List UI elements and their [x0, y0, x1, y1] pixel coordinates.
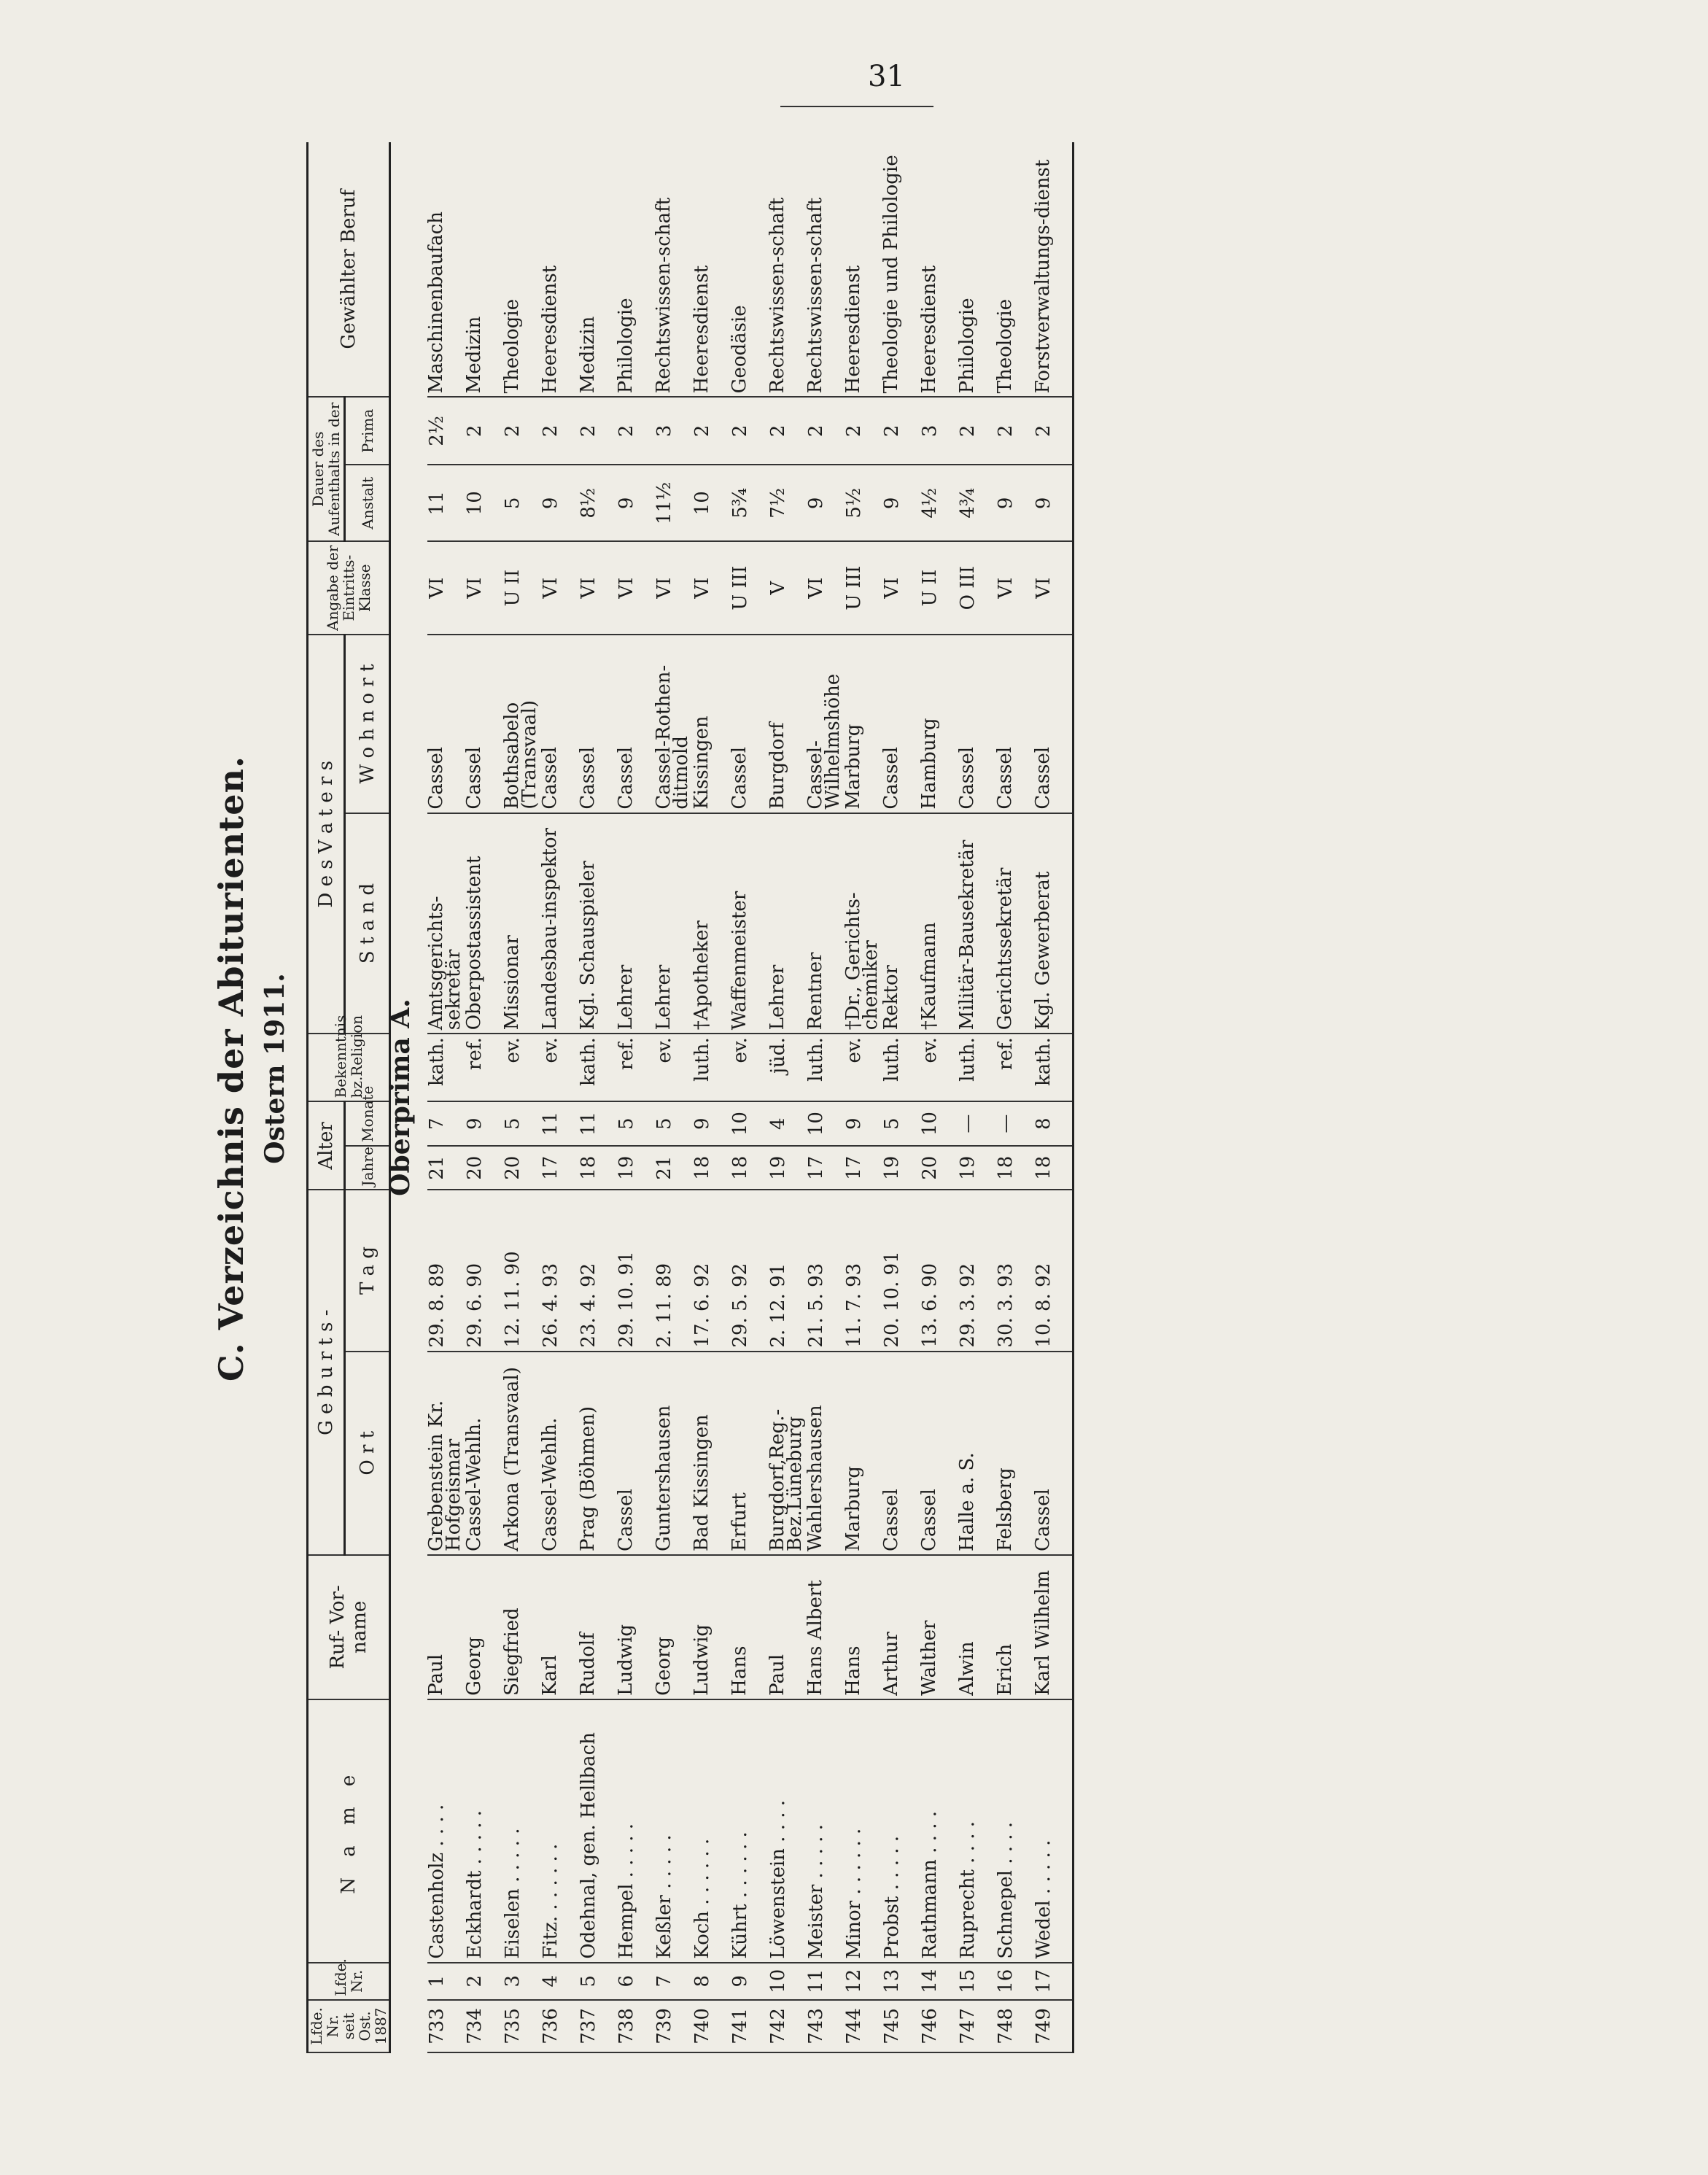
cell-geburtstag: 12. 11. 90 [503, 1190, 541, 1351]
cell-beruf: Medizin [579, 142, 617, 397]
cell-monate: 11 [579, 1101, 617, 1146]
cell-monate: — [996, 1101, 1034, 1146]
cell-vorname: Ludwig [693, 1555, 731, 1699]
cell-jahre: 20 [465, 1146, 503, 1190]
cell-monate: 5 [617, 1101, 655, 1146]
cell-nr: 14 [920, 1963, 958, 2000]
cell-nr: 12 [845, 1963, 882, 2000]
cell-name: Eiselen . . . . . [503, 1699, 541, 1963]
cell-name: Meister . . . . . [807, 1699, 845, 1963]
cell-klasse: VI [617, 541, 655, 635]
cell-beruf: Heeresdienst [693, 142, 731, 397]
cell-geburtstag: 29. 6. 90 [465, 1190, 503, 1351]
cell-geburtsort: Cassel-Wehlh. [541, 1352, 579, 1555]
table-row [579, 142, 617, 2052]
cell-bekenntnis: ev. [541, 1034, 579, 1101]
cell-nr-seit: 738 [617, 2000, 655, 2052]
cell-nr-seit: 739 [655, 2000, 693, 2052]
cell-klasse: V [769, 541, 807, 635]
cell-nr-seit: 734 [465, 2000, 503, 2052]
table-row [503, 142, 541, 2052]
cell-anstalt: 9 [996, 465, 1034, 541]
cell-geburtsort: Halle a. S. [958, 1352, 996, 1555]
cell-anstalt: 9 [541, 465, 579, 541]
cell-name: Fitz. . . . . . . [541, 1699, 579, 1963]
cell-vorname: Hans [731, 1555, 769, 1699]
cell-geburtsort: Prag (Böhmen) [579, 1352, 617, 1555]
cell-wohnort: Cassel [579, 635, 617, 813]
cell-vorname: Paul [427, 1555, 465, 1699]
cell-jahre: 19 [617, 1146, 655, 1190]
cell-jahre: 20 [503, 1146, 541, 1190]
cell-geburtstag: 29. 3. 92 [958, 1190, 996, 1351]
cell-name: Kührt . . . . . . [731, 1699, 769, 1963]
cell-geburtstag: 30. 3. 93 [996, 1190, 1034, 1351]
cell-prima: 2 [541, 397, 579, 465]
cell-nr-seit: 744 [845, 2000, 882, 2052]
cell-prima: 2 [731, 397, 769, 465]
cell-geburtstag: 2. 11. 89 [655, 1190, 693, 1351]
cell-vorname: Walther [920, 1555, 958, 1699]
cell-geburtstag: 17. 6. 92 [693, 1190, 731, 1351]
cell-geburtstag: 11. 7. 93 [845, 1190, 882, 1351]
cell-stand: Landesbau-inspektor [541, 813, 579, 1034]
cell-anstalt: 4¾ [958, 465, 996, 541]
cell-jahre: 19 [882, 1146, 920, 1190]
cell-geburtsort: Marburg [845, 1352, 882, 1555]
cell-geburtsort: Bad Kissingen [693, 1352, 731, 1555]
cell-klasse: VI [655, 541, 693, 635]
cell-klasse: VI [693, 541, 731, 635]
cell-geburtstag: 29. 10. 91 [617, 1190, 655, 1351]
cell-monate: 9 [693, 1101, 731, 1146]
cell-prima: 3 [655, 397, 693, 465]
header-bekenntnis: Bekenntnis bz.Religion [308, 1034, 390, 1101]
cell-nr-seit: 733 [427, 2000, 465, 2052]
cell-prima: 2½ [427, 397, 465, 465]
cell-nr: 9 [731, 1963, 769, 2000]
cell-anstalt: 9 [807, 465, 845, 541]
cell-name: Koch . . . . . . [693, 1699, 731, 1963]
cell-wohnort: Burgdorf [769, 635, 807, 813]
cell-prima: 2 [503, 397, 541, 465]
cell-vorname: Hans [845, 1555, 882, 1699]
cell-stand: Oberpostassistent [465, 813, 503, 1034]
cell-beruf: Maschinenbaufach [427, 142, 465, 397]
cell-vorname: Karl [541, 1555, 579, 1699]
abiturienten-table [306, 142, 1074, 2053]
cell-vorname: Georg [655, 1555, 693, 1699]
cell-bekenntnis: ev. [503, 1034, 541, 1101]
cell-beruf: Theologie und Philologie [882, 142, 920, 397]
cell-stand: Militär-Bausekretär [958, 813, 996, 1034]
table-row [1034, 142, 1074, 2052]
cell-prima: 3 [920, 397, 958, 465]
cell-nr-seit: 743 [807, 2000, 845, 2052]
cell-jahre: 18 [731, 1146, 769, 1190]
cell-jahre: 17 [541, 1146, 579, 1190]
cell-klasse: VI [541, 541, 579, 635]
cell-monate: 5 [882, 1101, 920, 1146]
page-subtitle: Ostern 1911. [260, 973, 290, 1164]
cell-jahre: 21 [655, 1146, 693, 1190]
cell-anstalt: 7½ [769, 465, 807, 541]
cell-name: Löwenstein . . . . [769, 1699, 807, 1963]
cell-monate: 4 [769, 1101, 807, 1146]
cell-vorname: Paul [769, 1555, 807, 1699]
cell-wohnort: Cassel [882, 635, 920, 813]
cell-bekenntnis: luth. [693, 1034, 731, 1101]
cell-vorname: Erich [996, 1555, 1034, 1699]
cell-nr-seit: 742 [769, 2000, 807, 2052]
cell-geburtstag: 2. 12. 91 [769, 1190, 807, 1351]
cell-nr: 11 [807, 1963, 845, 2000]
cell-nr-seit: 747 [958, 2000, 996, 2052]
table-row [958, 142, 996, 2052]
cell-beruf: Rechtswissen-schaft [655, 142, 693, 397]
header-eintritt: Angabe der Eintritts- Klasse [308, 541, 390, 635]
cell-wohnort: Cassel [731, 635, 769, 813]
page-number: 31 [868, 60, 905, 93]
cell-beruf: Theologie [996, 142, 1034, 397]
cell-beruf: Philologie [617, 142, 655, 397]
cell-monate: 9 [845, 1101, 882, 1146]
cell-geburtsort: Grebenstein Kr. Hofgeismar [427, 1352, 465, 1555]
cell-wohnort: Cassel [1034, 635, 1074, 813]
cell-name: Odehnal, gen. Hellbach [579, 1699, 617, 1963]
table-row [807, 142, 845, 2052]
cell-klasse: VI [465, 541, 503, 635]
header-alter: Alter [308, 1101, 345, 1190]
cell-nr-seit: 745 [882, 2000, 920, 2052]
cell-jahre: 17 [807, 1146, 845, 1190]
header-jahre: Jahre [345, 1146, 390, 1190]
cell-bekenntnis: ref. [465, 1034, 503, 1101]
cell-nr: 3 [503, 1963, 541, 2000]
page-number-rule [780, 106, 933, 107]
cell-anstalt: 10 [465, 465, 503, 541]
table-row [731, 142, 769, 2052]
table-row [769, 142, 807, 2052]
cell-wohnort: Cassel-Rothen-ditmold [655, 635, 693, 813]
cell-geburtsort: Burgdorf,Reg.-Bez.Lüneburg [769, 1352, 807, 1555]
cell-bekenntnis: ev. [845, 1034, 882, 1101]
cell-monate: 10 [920, 1101, 958, 1146]
cell-nr-seit: 741 [731, 2000, 769, 2052]
cell-stand: Kgl. Gewerberat [1034, 813, 1074, 1034]
cell-wohnort: Cassel [465, 635, 503, 813]
cell-bekenntnis: ev. [920, 1034, 958, 1101]
cell-stand: Waffenmeister [731, 813, 769, 1034]
cell-monate: 11 [541, 1101, 579, 1146]
cell-stand: Gerichtssekretär [996, 813, 1034, 1034]
cell-vorname: Hans Albert [807, 1555, 845, 1699]
cell-monate: — [958, 1101, 996, 1146]
cell-bekenntnis: ev. [655, 1034, 693, 1101]
cell-beruf: Philologie [958, 142, 996, 397]
cell-name: Hempel . . . . . [617, 1699, 655, 1963]
cell-jahre: 18 [1034, 1146, 1074, 1190]
cell-nr: 4 [541, 1963, 579, 2000]
cell-nr-seit: 748 [996, 2000, 1034, 2052]
cell-anstalt: 5 [503, 465, 541, 541]
cell-nr-seit: 740 [693, 2000, 731, 2052]
cell-nr: 17 [1034, 1963, 1074, 2000]
cell-nr: 2 [465, 1963, 503, 2000]
cell-beruf: Heeresdienst [920, 142, 958, 397]
cell-geburtstag: 29. 5. 92 [731, 1190, 769, 1351]
cell-nr: 10 [769, 1963, 807, 2000]
header-anstalt: Anstalt [345, 465, 390, 541]
cell-klasse: U II [503, 541, 541, 635]
table-row [617, 142, 655, 2052]
cell-geburtsort: Erfurt [731, 1352, 769, 1555]
cell-beruf: Geodäsie [731, 142, 769, 397]
cell-wohnort: Bothsabelo (Transvaal) [503, 635, 541, 813]
cell-monate: 5 [655, 1101, 693, 1146]
cell-geburtsort: Cassel [1034, 1352, 1074, 1555]
cell-stand: Rektor [882, 813, 920, 1034]
header-tag: T a g [345, 1190, 390, 1351]
table-row [996, 142, 1034, 2052]
cell-geburtsort: Cassel [920, 1352, 958, 1555]
table-row [920, 142, 958, 2052]
cell-wohnort: Cassel [541, 635, 579, 813]
cell-nr: 5 [579, 1963, 617, 2000]
cell-jahre: 18 [996, 1146, 1034, 1190]
cell-name: Rathmann . . . . [920, 1699, 958, 1963]
cell-geburtstag: 13. 6. 90 [920, 1190, 958, 1351]
table-row [465, 142, 503, 2052]
cell-wohnort: Kissingen [693, 635, 731, 813]
header-lfde-nr: Lfde. Nr. [308, 1963, 390, 2000]
header-geburts: G e b u r t s - [308, 1190, 345, 1555]
cell-geburtstag: 29. 8. 89 [427, 1190, 465, 1351]
cell-bekenntnis: luth. [882, 1034, 920, 1101]
cell-klasse: U III [845, 541, 882, 635]
cell-geburtsort: Guntershausen [655, 1352, 693, 1555]
cell-prima: 2 [996, 397, 1034, 465]
cell-jahre: 18 [693, 1146, 731, 1190]
cell-beruf: Rechtswissen-schaft [769, 142, 807, 397]
cell-prima: 2 [617, 397, 655, 465]
cell-anstalt: 11½ [655, 465, 693, 541]
cell-prima: 2 [693, 397, 731, 465]
cell-beruf: Heeresdienst [541, 142, 579, 397]
cell-wohnort: Cassel-Wilhelmshöhe [807, 635, 845, 813]
cell-name: Eckhardt . . . . . [465, 1699, 503, 1963]
cell-stand: Lehrer [655, 813, 693, 1034]
section-heading: Oberprima A. [385, 999, 416, 1196]
table-row [882, 142, 920, 2052]
cell-name: Minor . . . . . . [845, 1699, 882, 1963]
cell-name: Wedel . . . . . [1034, 1699, 1074, 1963]
cell-bekenntnis: luth. [807, 1034, 845, 1101]
cell-wohnort: Cassel [427, 635, 465, 813]
cell-prima: 2 [807, 397, 845, 465]
cell-prima: 2 [958, 397, 996, 465]
cell-bekenntnis: jüd. [769, 1034, 807, 1101]
header-prima: Prima [345, 397, 390, 465]
cell-nr-seit: 735 [503, 2000, 541, 2052]
cell-prima: 2 [579, 397, 617, 465]
cell-vorname: Rudolf [579, 1555, 617, 1699]
cell-klasse: U II [920, 541, 958, 635]
cell-monate: 8 [1034, 1101, 1074, 1146]
cell-anstalt: 4½ [920, 465, 958, 541]
header-dauer: Dauer des Aufenthalts in der [308, 397, 345, 541]
cell-monate: 5 [503, 1101, 541, 1146]
cell-stand: Lehrer [769, 813, 807, 1034]
cell-klasse: VI [807, 541, 845, 635]
table-row [427, 142, 465, 2052]
cell-jahre: 19 [769, 1146, 807, 1190]
cell-wohnort: Cassel [996, 635, 1034, 813]
cell-geburtstag: 20. 10. 91 [882, 1190, 920, 1351]
header-rufvorname: Ruf- Vor- name [308, 1555, 390, 1699]
cell-bekenntnis: luth. [958, 1034, 996, 1101]
cell-nr: 15 [958, 1963, 996, 2000]
cell-bekenntnis: kath. [579, 1034, 617, 1101]
cell-nr-seit: 737 [579, 2000, 617, 2052]
cell-stand: †Apotheker [693, 813, 731, 1034]
cell-geburtstag: 26. 4. 93 [541, 1190, 579, 1351]
cell-name: Castenholz . . . . [427, 1699, 465, 1963]
cell-nr: 1 [427, 1963, 465, 2000]
cell-jahre: 18 [579, 1146, 617, 1190]
cell-nr: 6 [617, 1963, 655, 2000]
cell-geburtsort: Cassel-Wehlh. [465, 1352, 503, 1555]
cell-wohnort: Marburg [845, 635, 882, 813]
cell-prima: 2 [1034, 397, 1074, 465]
cell-stand: Rentner [807, 813, 845, 1034]
cell-bekenntnis: ref. [617, 1034, 655, 1101]
cell-beruf: Rechtswissen-schaft [807, 142, 845, 397]
cell-geburtsort: Cassel [617, 1352, 655, 1555]
cell-monate: 9 [465, 1101, 503, 1146]
cell-vorname: Ludwig [617, 1555, 655, 1699]
table-row [845, 142, 882, 2052]
cell-name: Keßler . . . . . [655, 1699, 693, 1963]
cell-wohnort: Cassel [617, 635, 655, 813]
cell-anstalt: 9 [617, 465, 655, 541]
cell-klasse: O III [958, 541, 996, 635]
cell-stand: Amtsgerichts-sekretär [427, 813, 465, 1034]
header-lfde-nr-seit: Lfde. Nr. seit Ost. 1887 [308, 2000, 390, 2052]
cell-geburtstag: 23. 4. 92 [579, 1190, 617, 1351]
cell-beruf: Heeresdienst [845, 142, 882, 397]
cell-nr: 16 [996, 1963, 1034, 2000]
cell-klasse: VI [882, 541, 920, 635]
cell-name: Ruprecht . . . . [958, 1699, 996, 1963]
cell-vorname: Siegfried [503, 1555, 541, 1699]
cell-jahre: 21 [427, 1146, 465, 1190]
cell-jahre: 19 [958, 1146, 996, 1190]
cell-bekenntnis: ev. [731, 1034, 769, 1101]
cell-beruf: Medizin [465, 142, 503, 397]
header-wohnort: W o h n o r t [345, 635, 390, 813]
cell-bekenntnis: kath. [427, 1034, 465, 1101]
cell-anstalt: 11 [427, 465, 465, 541]
cell-jahre: 17 [845, 1146, 882, 1190]
cell-geburtsort: Felsberg [996, 1352, 1034, 1555]
cell-nr: 13 [882, 1963, 920, 2000]
cell-beruf: Forstverwaltungs-dienst [1034, 142, 1074, 397]
cell-klasse: VI [579, 541, 617, 635]
header-ort: O r t [345, 1352, 390, 1555]
header-des-vaters: D e s V a t e r s [308, 635, 345, 1034]
cell-nr-seit: 736 [541, 2000, 579, 2052]
cell-wohnort: Cassel [958, 635, 996, 813]
cell-jahre: 20 [920, 1146, 958, 1190]
cell-bekenntnis: kath. [1034, 1034, 1074, 1101]
cell-geburtsort: Cassel [882, 1352, 920, 1555]
cell-stand: Missionar [503, 813, 541, 1034]
cell-monate: 7 [427, 1101, 465, 1146]
cell-vorname: Karl Wilhelm [1034, 1555, 1074, 1699]
cell-geburtsort: Wahlershausen [807, 1352, 845, 1555]
cell-anstalt: 5¾ [731, 465, 769, 541]
cell-nr: 7 [655, 1963, 693, 2000]
cell-geburtsort: Arkona (Transvaal) [503, 1352, 541, 1555]
header-beruf: Gewählter Beruf [308, 142, 390, 397]
cell-stand: †Kaufmann [920, 813, 958, 1034]
cell-prima: 2 [769, 397, 807, 465]
cell-klasse: VI [1034, 541, 1074, 635]
header-monate: Monate [345, 1101, 390, 1146]
cell-stand: Kgl. Schauspieler [579, 813, 617, 1034]
cell-nr-seit: 749 [1034, 2000, 1074, 2052]
cell-geburtstag: 10. 8. 92 [1034, 1190, 1074, 1351]
cell-monate: 10 [731, 1101, 769, 1146]
cell-monate: 10 [807, 1101, 845, 1146]
cell-vorname: Arthur [882, 1555, 920, 1699]
rotated-table-region [211, 142, 1437, 2053]
table-row [693, 142, 731, 2052]
header-name: N a m e [308, 1699, 390, 1963]
cell-geburtstag: 21. 5. 93 [807, 1190, 845, 1351]
cell-nr-seit: 746 [920, 2000, 958, 2052]
cell-anstalt: 10 [693, 465, 731, 541]
cell-prima: 2 [845, 397, 882, 465]
cell-anstalt: 9 [882, 465, 920, 541]
table-row [655, 142, 693, 2052]
table-row [541, 142, 579, 2052]
cell-stand: †Dr., Gerichts-chemiker [845, 813, 882, 1034]
cell-anstalt: 9 [1034, 465, 1074, 541]
cell-anstalt: 5½ [845, 465, 882, 541]
cell-klasse: U III [731, 541, 769, 635]
cell-anstalt: 8½ [579, 465, 617, 541]
cell-bekenntnis: ref. [996, 1034, 1034, 1101]
cell-klasse: VI [427, 541, 465, 635]
cell-name: Schnepel . . . . [996, 1699, 1034, 1963]
cell-beruf: Theologie [503, 142, 541, 397]
cell-nr: 8 [693, 1963, 731, 2000]
cell-vorname: Alwin [958, 1555, 996, 1699]
cell-name: Probst . . . . . [882, 1699, 920, 1963]
header-stand: S t a n d [345, 813, 390, 1034]
cell-stand: Lehrer [617, 813, 655, 1034]
cell-vorname: Georg [465, 1555, 503, 1699]
cell-prima: 2 [882, 397, 920, 465]
cell-wohnort: Hamburg [920, 635, 958, 813]
cell-prima: 2 [465, 397, 503, 465]
page-title: C. Verzeichnis der Abiturienten. [211, 755, 251, 1382]
cell-klasse: VI [996, 541, 1034, 635]
